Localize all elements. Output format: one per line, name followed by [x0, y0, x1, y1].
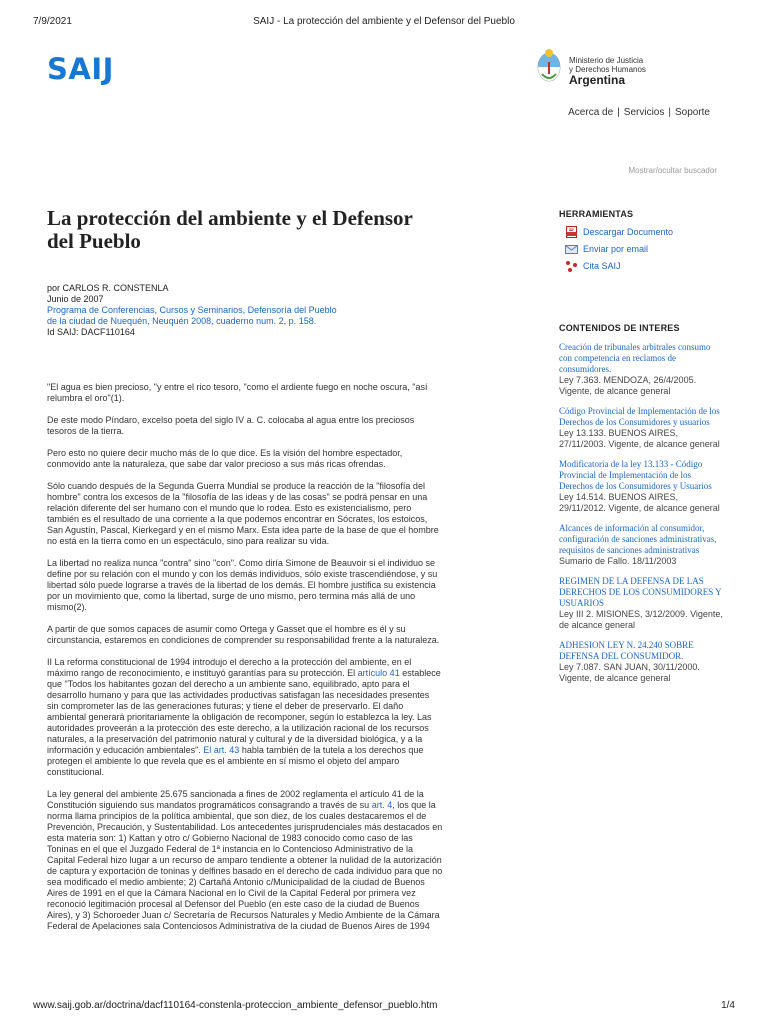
- paragraph-text: , los que la norma llama principios de la política ambiental, que son diez, de los cuales destacaremos el de Prevención, Precaución, y Sustentabilidad. Los antecedentes jurisprudenciales más destacados en esta materia son: 1) Kattan y otro c/ Gobierno Nacional de 1983 conocido como caso de las Toninas en el que el Juzgado Federal de 1ª instancia en lo Contencioso Administrativo de la Capital Federal hizo lugar a un recurso de amparo tendiente a obtener la nulidad de la autorización de captura y exportación de toninas y delfines basado en el derecho de cada individuo para que no sea modificado el medio ambiente; 2) Cartañá Antonio c/Municipalidad de la ciudad de Buenos Aires de 1991 en el que la Cámara Nacional en lo Civil de la Capital Federal por primera vez reconoció legitimación procesal al Defensor del Pueblo (en este caso de la ciudad de Buenos Aires), y 3) Schoroeder Juan c/ Secretaría de Recursos Naturales y Medio Ambiente de la Cámara Federal de Apelaciones sala Contenciosos Administrativa de la ciudad de Buenos Aires de 1994: [47, 800, 443, 931]
- paragraph: "El agua es bien precioso, "y entre el rico tesoro, "como el ardiente fuego en noche oscura, "así relumbra el oro"(1).: [47, 382, 428, 403]
- paragraph: A partir de que somos capaces de asumir como Ortega y Gasset que el hombre es él y su circunstancia, estaremos en condiciones de comprender su responsabilidad frente a la naturaleza.: [47, 624, 440, 645]
- document-id: Id SAIJ: DACF110164: [47, 327, 135, 337]
- toggle-search-link[interactable]: Mostrar/ocultar buscador: [628, 166, 717, 175]
- tools-heading: HERRAMIENTAS: [559, 209, 634, 219]
- nav-separator: |: [668, 107, 671, 118]
- interest-item: [559, 640, 725, 684]
- paragraph: La libertad no realiza nunca "contra" sino "con". Como diría Simone de Beauvoir si el individuo se define por su relación con el mundo y con los demás individuos, sólo existe trascendiéndose, y su libertad sólo puede lograrse a través de la libertad de los demás. El hombre justifica su existencia por un movimiento que, como la libertad, surge de uno mismo, pero termina más allá de uno mismo(2).: [47, 558, 438, 612]
- paragraph: De este modo Píndaro, excelso poeta del siglo IV a. C. colocaba al agua entre los preciosos tesoros de la tierra.: [47, 415, 415, 436]
- print-date: 7/9/2021: [33, 16, 72, 27]
- interest-item-desc: Ley 7.087. SAN JUAN, 30/11/2000. Vigente, de alcance general: [559, 662, 700, 683]
- document-body: [47, 382, 443, 943]
- print-footer: [33, 1000, 735, 1014]
- interest-item-link[interactable]: Creación de tribunales arbitrales consumo con competencia en reclamos de consumidores.: [559, 342, 711, 374]
- interest-item-desc: Ley 7.363. MENDOZA, 26/4/2005. Vigente, de alcance general: [559, 375, 697, 396]
- print-page-title: SAIJ - La protección del ambiente y el Defensor del Pueblo: [253, 16, 515, 27]
- tool-label: Descargar Documento: [583, 227, 674, 237]
- print-page-number: 1/4: [721, 1000, 735, 1011]
- interest-item-link[interactable]: Alcances de información al consumidor, configuración de sanciones administrativas, requisitos de sanciones administrativas: [559, 523, 717, 555]
- interest-item-desc: Ley 14.514. BUENOS AIRES, 29/11/2012. Vigente, de alcance general: [559, 492, 720, 513]
- interest-item-desc: Ley 13.133. BUENOS AIRES, 27/11/2003. Vigente, de alcance general: [559, 428, 720, 449]
- interest-item-desc: Sumario de Fallo. 18/11/2003: [559, 556, 677, 566]
- paragraph: [47, 657, 443, 778]
- tool-label: Enviar por email: [583, 244, 649, 254]
- print-url: www.saij.gob.ar/doctrina/dacf110164-constenla-proteccion_ambiente_defensor_pueblo.htm: [33, 1000, 438, 1011]
- nav-separator: |: [617, 107, 620, 118]
- send-email-link[interactable]: [559, 242, 725, 258]
- tool-label: Cita SAIJ: [583, 261, 621, 271]
- ministry-line-1: Ministerio de Justicia: [569, 56, 644, 65]
- interest-heading: CONTENIDOS DE INTERES: [559, 323, 680, 333]
- article-41-link[interactable]: artículo 41: [357, 668, 400, 678]
- interest-item: [559, 459, 725, 514]
- national-emblem-icon: [534, 46, 564, 86]
- ministry-country: Argentina: [569, 73, 626, 87]
- paragraph-text: habla también de la tutela a los derechos que protegen el ambiente lo que revela que es el ambiente en sí mismo el objeto del amparo constitucional.: [47, 745, 424, 777]
- top-nav: [568, 107, 710, 118]
- sidebar: [559, 209, 725, 684]
- paragraph-text: II La reforma constitucional de 1994 introdujo el derecho a la protección del ambiente, en el máximo rango de reconocimiento, e instituyó garantías para su protección. El: [47, 657, 412, 678]
- document-author: por CARLOS R. CONSTENLA: [47, 283, 169, 293]
- interest-item: [559, 576, 725, 631]
- pdf-icon: [565, 226, 578, 238]
- interest-item: [559, 406, 725, 450]
- paragraph: Sólo cuando después de la Segunda Guerra Mundial se produce la reacción de la "filosofía del hombre" contra los excesos de la "filosofía de las ideas y de las cosas" se podrá pensar en una relación diferente del ser humano con el mundo que lo rodea. Esto es existencialismo, pero también es el resultado de una corriente a la que podemos encontrar en Sócrates, los estoicos, San Agustín, Pascal, Kierkegard y en el mismo Marx. Esta idea parte de la base de que el hombre no está en la tierra como en un espectáculo, sino para realizar su vida.: [47, 481, 439, 546]
- email-icon: [565, 243, 578, 255]
- citation-icon: [565, 260, 578, 272]
- ministry-badge[interactable]: [534, 46, 734, 88]
- document-date: Junio de 2007: [47, 294, 104, 304]
- nav-support[interactable]: Soporte: [674, 107, 710, 118]
- paragraph-text: establece que "Todos los habitantes gozan del derecho a un ambiente sano, equilibrado, apto para el desarrollo humano y para que las actividades productivas satisfagan las necesidades presentes sin comprometer las de las generaciones futuras; y tiene el deber de preservarlo. El daño ambiental generará prioritariamente la obligación de recomponer, según lo establezca la ley. Las autoridades proveerán a la protección des este derecho, a la utilización racional de los recursos naturales, a la preservación del patrimonio natural y cultural y de la diversidad biológica, y a la información y educación ambientales".: [47, 668, 441, 755]
- interest-item: [559, 342, 725, 397]
- cite-saij-link[interactable]: [559, 259, 725, 275]
- nav-about[interactable]: Acerca de: [568, 107, 614, 118]
- interest-item: [559, 523, 725, 567]
- ministry-line-2: y Derechos Humanos: [569, 65, 646, 74]
- interest-item-link[interactable]: ADHESION LEY N. 24.240 SOBRE DEFENSA DEL CONSUMIDOR.: [559, 640, 694, 661]
- interest-item-link[interactable]: Modificatoria de la ley 13.133 - Código Provincial de Implementación de los Derechos de los Consumidores y Usuarios: [559, 459, 712, 491]
- paragraph: Pero esto no quiere decir mucho más de lo que dice. Es la visión del hombre espectador, conmovido ante la naturaleza, que sabe dar valor precioso a sus más ricas ofrendas.: [47, 448, 403, 469]
- article-4-link[interactable]: art. 4: [371, 800, 393, 810]
- article-43-link[interactable]: El art. 43: [203, 745, 240, 755]
- interest-item-link[interactable]: REGIMEN DE LA DEFENSA DE LAS DERECHOS DE LOS CONSUMIDORES Y USUARIOS: [559, 576, 722, 608]
- document-title: La protección del ambiente y el Defensor del Pueblo: [47, 206, 413, 253]
- document-meta: [47, 283, 347, 338]
- saij-logo[interactable]: SAIJ: [47, 52, 114, 86]
- paragraph: [47, 789, 443, 932]
- tools-list: [559, 225, 725, 275]
- download-document-link[interactable]: [559, 225, 725, 241]
- nav-services[interactable]: Servicios: [623, 107, 665, 118]
- interest-section: [559, 323, 725, 684]
- paragraph-text: La ley general del ambiente 25.675 sancionada a fines de 2002 reglamenta el artículo 41 de la Constitución siguiendo sus mandatos programáticos consagrando a través de su: [47, 789, 424, 810]
- publication-link[interactable]: Programa de Conferencias, Cursos y Seminarios, Defensoría del Pueblo de la ciudad de Nuequén, Neuquén 2008, cuaderno num. 2, p. 158.: [47, 305, 337, 326]
- interest-item-desc: Ley III 2. MISIONES, 3/12/2009. Vigente, de alcance general: [559, 609, 723, 630]
- interest-item-link[interactable]: Código Provincial de Implementación de los Derechos de los Consumidores y usuarios: [559, 406, 720, 427]
- print-header: [33, 16, 735, 30]
